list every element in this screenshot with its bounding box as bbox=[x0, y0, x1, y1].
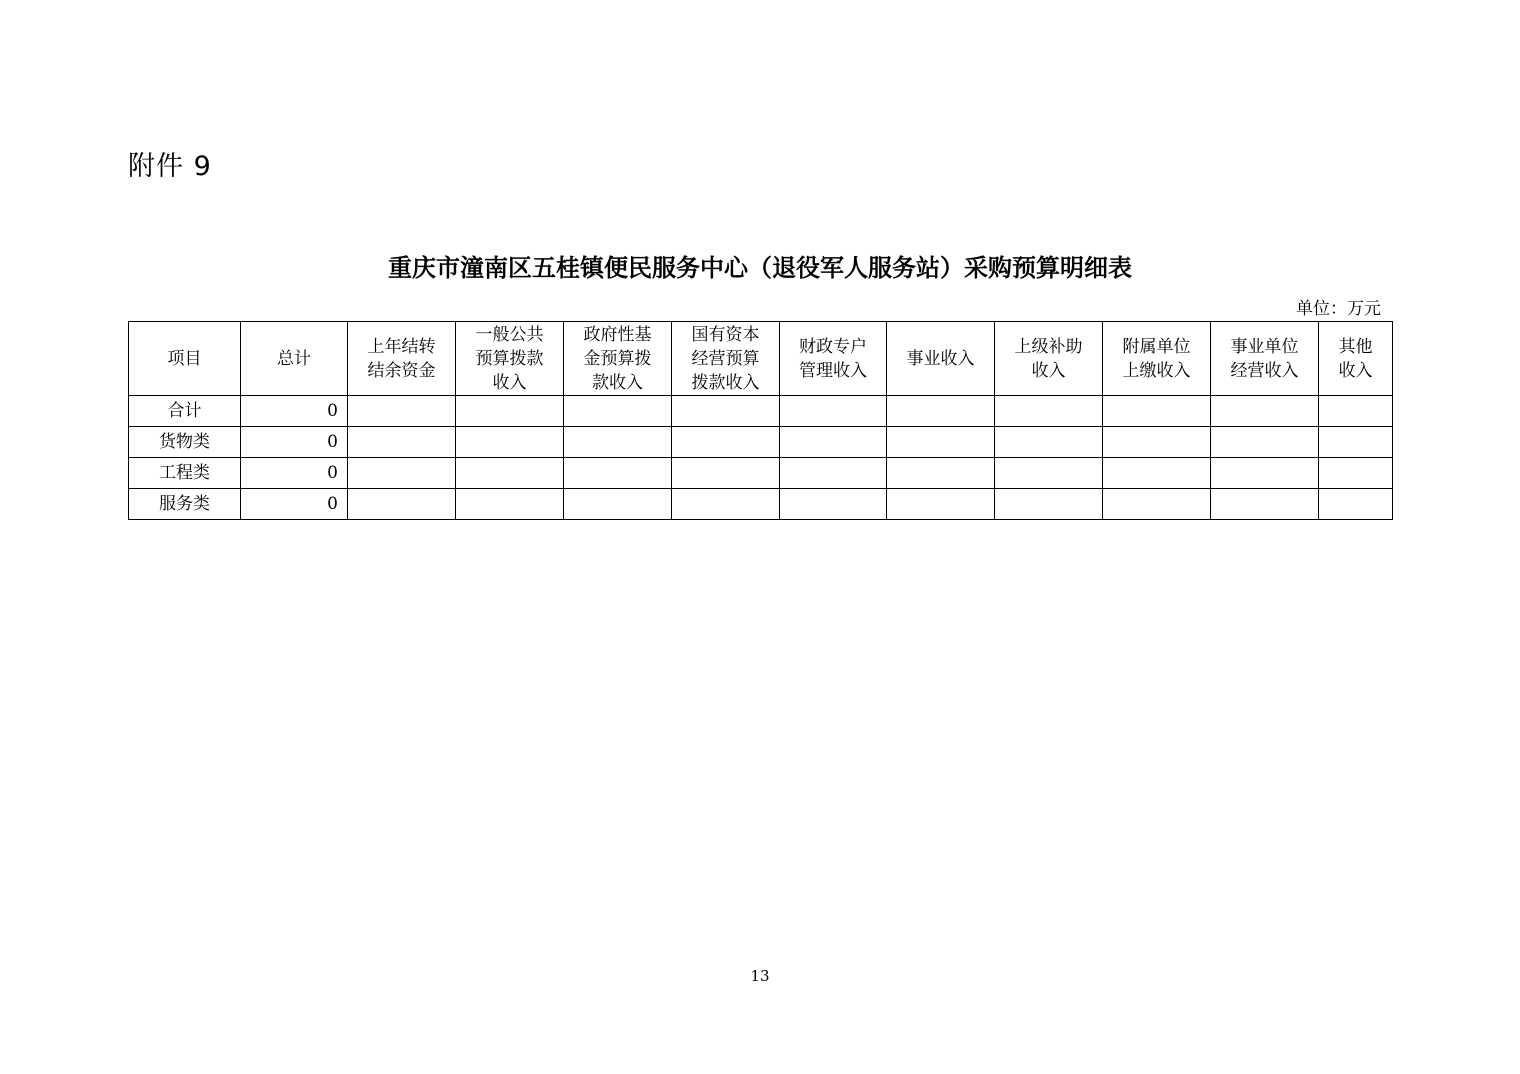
empty-cell bbox=[1103, 458, 1211, 489]
row-item: 货物类 bbox=[129, 427, 241, 458]
unit-label: 单位：万元 bbox=[1296, 299, 1381, 319]
column-header-state-capital-budget: 国有资本 经营预算 拨款收入 bbox=[672, 322, 780, 396]
row-item: 服务类 bbox=[129, 489, 241, 520]
row-item: 合计 bbox=[129, 396, 241, 427]
empty-cell bbox=[348, 489, 456, 520]
empty-cell bbox=[1211, 458, 1319, 489]
table-row bbox=[129, 396, 1393, 427]
empty-cell bbox=[1103, 427, 1211, 458]
empty-cell bbox=[672, 396, 780, 427]
procurement-budget-table bbox=[128, 321, 1393, 520]
row-total: 0 bbox=[241, 396, 348, 427]
empty-cell bbox=[780, 427, 887, 458]
document-title: 重庆市潼南区五桂镇便民服务中心（退役军人服务站）采购预算明细表 bbox=[388, 253, 1132, 282]
empty-cell bbox=[348, 396, 456, 427]
empty-cell bbox=[1319, 396, 1393, 427]
empty-cell bbox=[672, 427, 780, 458]
empty-cell bbox=[1211, 489, 1319, 520]
row-total: 0 bbox=[241, 427, 348, 458]
column-header-fiscal-account-income: 财政专户 管理收入 bbox=[780, 322, 887, 396]
empty-cell bbox=[1319, 427, 1393, 458]
empty-cell bbox=[564, 458, 672, 489]
empty-cell bbox=[1211, 427, 1319, 458]
column-header-operating-income: 事业单位 经营收入 bbox=[1211, 322, 1319, 396]
table-header-row bbox=[129, 322, 1393, 396]
empty-cell bbox=[887, 458, 995, 489]
table-row bbox=[129, 427, 1393, 458]
empty-cell bbox=[995, 396, 1103, 427]
empty-cell bbox=[1319, 458, 1393, 489]
column-header-business-income: 事业收入 bbox=[887, 322, 995, 396]
empty-cell bbox=[887, 396, 995, 427]
column-header-other-income: 其他 收入 bbox=[1319, 322, 1393, 396]
empty-cell bbox=[780, 458, 887, 489]
empty-cell bbox=[1103, 489, 1211, 520]
empty-cell bbox=[456, 489, 564, 520]
page-number: 13 bbox=[750, 967, 770, 985]
empty-cell bbox=[995, 458, 1103, 489]
attachment-label: 附件 9 bbox=[128, 151, 212, 182]
empty-cell bbox=[780, 396, 887, 427]
column-header-government-fund-budget: 政府性基 金预算拨 款收入 bbox=[564, 322, 672, 396]
empty-cell bbox=[672, 489, 780, 520]
table-row bbox=[129, 458, 1393, 489]
empty-cell bbox=[564, 489, 672, 520]
column-header-affiliated-unit-payment: 附属单位 上缴收入 bbox=[1103, 322, 1211, 396]
empty-cell bbox=[780, 489, 887, 520]
empty-cell bbox=[564, 427, 672, 458]
empty-cell bbox=[887, 427, 995, 458]
empty-cell bbox=[456, 427, 564, 458]
row-total: 0 bbox=[241, 489, 348, 520]
column-header-item: 项目 bbox=[129, 322, 241, 396]
empty-cell bbox=[672, 458, 780, 489]
empty-cell bbox=[1211, 396, 1319, 427]
empty-cell bbox=[995, 427, 1103, 458]
empty-cell bbox=[995, 489, 1103, 520]
empty-cell bbox=[456, 458, 564, 489]
row-total: 0 bbox=[241, 458, 348, 489]
empty-cell bbox=[1319, 489, 1393, 520]
table-row bbox=[129, 489, 1393, 520]
empty-cell bbox=[564, 396, 672, 427]
row-item: 工程类 bbox=[129, 458, 241, 489]
column-header-superior-subsidy: 上级补助 收入 bbox=[995, 322, 1103, 396]
empty-cell bbox=[887, 489, 995, 520]
empty-cell bbox=[348, 427, 456, 458]
column-header-general-public-budget: 一般公共 预算拨款 收入 bbox=[456, 322, 564, 396]
column-header-prior-year-carryover: 上年结转 结余资金 bbox=[348, 322, 456, 396]
column-header-total: 总计 bbox=[241, 322, 348, 396]
empty-cell bbox=[456, 396, 564, 427]
empty-cell bbox=[348, 458, 456, 489]
empty-cell bbox=[1103, 396, 1211, 427]
